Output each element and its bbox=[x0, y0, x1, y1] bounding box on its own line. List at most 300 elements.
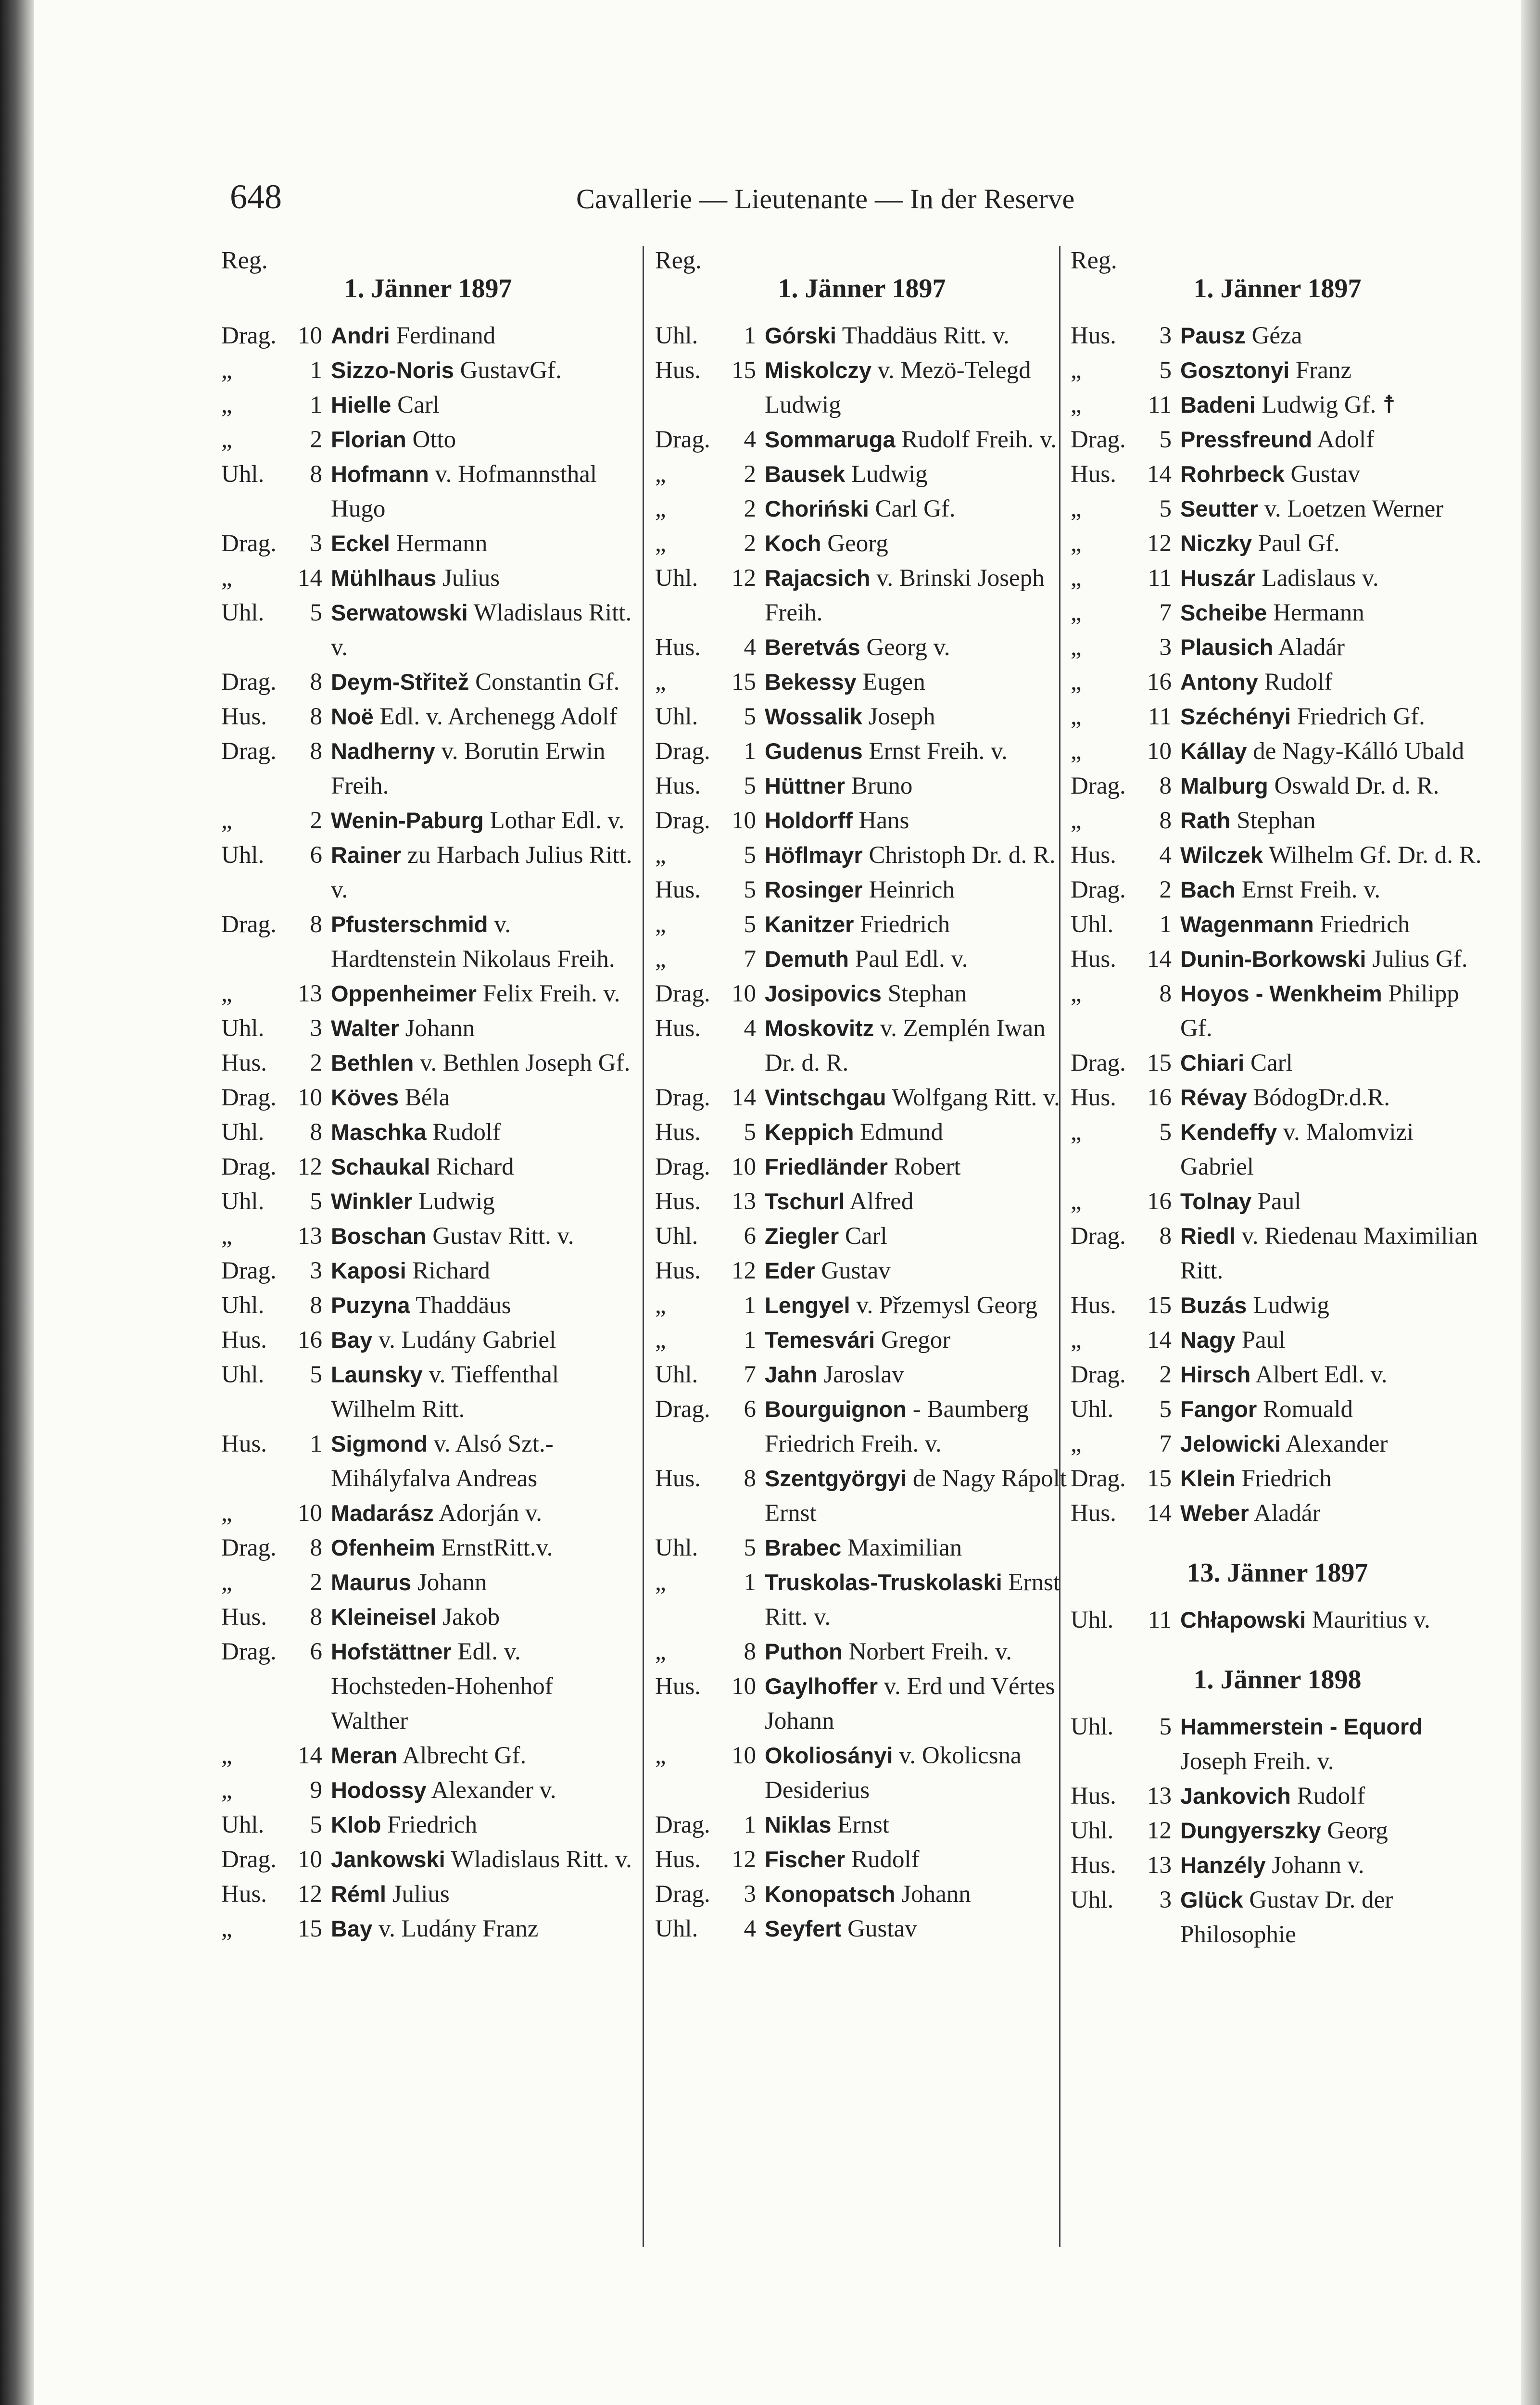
surname: Kállay bbox=[1180, 738, 1247, 764]
surname: Sigmond bbox=[331, 1431, 428, 1456]
officer-name bbox=[331, 838, 635, 907]
officer-name bbox=[765, 457, 1069, 492]
list-item bbox=[655, 1669, 1069, 1738]
regiment-number: 8 bbox=[1159, 1223, 1172, 1250]
surname: Dungyerszky bbox=[1180, 1818, 1321, 1843]
given-names: Robert bbox=[887, 1153, 961, 1180]
surname: Mühlhaus bbox=[331, 565, 437, 591]
list-item bbox=[221, 1808, 635, 1842]
regiment-type: Hus. bbox=[655, 1846, 701, 1873]
surname: Rath bbox=[1180, 808, 1231, 833]
surname: Wilczek bbox=[1180, 842, 1263, 868]
list-item bbox=[1071, 1323, 1484, 1357]
regiment-number: 8 bbox=[310, 911, 322, 938]
surname: Puzyna bbox=[331, 1292, 410, 1318]
officer-name bbox=[331, 561, 635, 595]
officer-name bbox=[331, 318, 635, 353]
list-item bbox=[221, 561, 635, 595]
surname: Launsky bbox=[331, 1362, 423, 1387]
list-item bbox=[655, 1323, 1069, 1357]
regiment-type: Drag. bbox=[1071, 1050, 1126, 1076]
list-item bbox=[1071, 734, 1484, 769]
given-names: Béla bbox=[399, 1084, 450, 1111]
given-names: Alexander v. bbox=[426, 1777, 556, 1804]
list-item bbox=[655, 353, 1069, 422]
surname: Kleineisel bbox=[331, 1604, 437, 1630]
regiment-type: Drag. bbox=[221, 530, 277, 557]
regiment-type: Drag. bbox=[1071, 1223, 1126, 1250]
regiment-type: Drag. bbox=[655, 1084, 710, 1111]
surname: Hofmann bbox=[331, 461, 429, 487]
given-names: Gregor bbox=[875, 1327, 951, 1354]
list-item bbox=[655, 1911, 1069, 1946]
officer-name bbox=[1180, 803, 1484, 838]
list-item bbox=[1071, 318, 1484, 353]
regiment-number: 2 bbox=[310, 1569, 322, 1596]
officer-name bbox=[765, 1565, 1069, 1634]
surname: Winkler bbox=[331, 1189, 413, 1214]
given-names: Ernst Freih. v. bbox=[1235, 876, 1381, 903]
surname: Jelowicki bbox=[1180, 1431, 1281, 1456]
surname: Choriński bbox=[765, 496, 869, 521]
officer-name bbox=[331, 1911, 635, 1946]
given-names: Heinrich bbox=[862, 876, 955, 903]
surname: Madarász bbox=[331, 1500, 434, 1526]
regiment-type: Drag. bbox=[1071, 1361, 1126, 1388]
given-names: Edmund bbox=[854, 1119, 943, 1146]
given-names: v. Ludány Franz bbox=[372, 1915, 539, 1942]
surname: Maurus bbox=[331, 1570, 412, 1595]
given-names: Rudolf bbox=[1258, 669, 1333, 696]
officer-name bbox=[1180, 838, 1484, 873]
section-header bbox=[1071, 1637, 1484, 1709]
regiment-number: 15 bbox=[732, 357, 756, 384]
given-names: v. Přzemysl Georg bbox=[850, 1292, 1038, 1319]
regiment-number: 4 bbox=[744, 426, 756, 453]
given-names: Ferdinand bbox=[390, 322, 496, 349]
regiment-number: 11 bbox=[1148, 1607, 1172, 1633]
officer-name bbox=[331, 976, 635, 1011]
given-names: Gustav bbox=[1284, 461, 1361, 488]
regiment-type: Drag. bbox=[655, 807, 710, 834]
regiment-number: 10 bbox=[1147, 738, 1172, 765]
officer-name bbox=[331, 1357, 635, 1427]
regiment-type: „ bbox=[221, 1500, 232, 1527]
list-item bbox=[1071, 769, 1484, 803]
list-item bbox=[655, 1738, 1069, 1808]
given-names: Géza bbox=[1245, 322, 1302, 349]
surname: Oppenheimer bbox=[331, 981, 477, 1006]
reg-label: Reg. bbox=[1071, 247, 1117, 274]
given-names: v. Okolicsna Desiderius bbox=[765, 1742, 1022, 1804]
regiment-number: 1 bbox=[310, 1430, 322, 1457]
regiment-type: „ bbox=[221, 1915, 232, 1942]
given-names: Ludwig bbox=[845, 461, 928, 488]
list-item bbox=[1071, 907, 1484, 942]
given-names: Ludwig Gf. ☨ bbox=[1255, 392, 1396, 418]
regiment-number: 6 bbox=[310, 842, 322, 869]
surname: Sizzo-Noris bbox=[331, 357, 454, 383]
list-item bbox=[655, 422, 1069, 457]
regiment-type: „ bbox=[655, 1569, 666, 1596]
column-3 bbox=[1071, 246, 1484, 1952]
surname: Gudenus bbox=[765, 738, 863, 764]
regiment-number: 13 bbox=[298, 980, 322, 1007]
regiment-type: „ bbox=[1071, 1430, 1082, 1457]
regiment-number: 5 bbox=[744, 842, 756, 869]
regiment-number: 14 bbox=[1147, 1500, 1172, 1527]
regiment-type: Uhl. bbox=[1071, 1396, 1114, 1423]
regiment-number: 1 bbox=[744, 1811, 756, 1838]
given-names: Rudolf bbox=[1290, 1783, 1365, 1810]
list-item bbox=[221, 1531, 635, 1565]
list-item bbox=[221, 1738, 635, 1773]
regiment-type: Hus. bbox=[221, 1327, 267, 1354]
officer-name bbox=[331, 526, 635, 561]
officer-name bbox=[1180, 1115, 1484, 1184]
list-item bbox=[221, 353, 635, 388]
officer-name bbox=[1180, 1184, 1484, 1219]
surname: Höflmayr bbox=[765, 842, 863, 868]
regiment-number: 16 bbox=[1147, 669, 1172, 696]
given-names: Stephan bbox=[1230, 807, 1316, 834]
regiment-number: 5 bbox=[744, 911, 756, 938]
regiment-number: 16 bbox=[1147, 1188, 1172, 1215]
officer-name bbox=[1180, 1323, 1484, 1357]
regiment-number: 7 bbox=[1159, 1430, 1172, 1457]
regiment-number: 12 bbox=[298, 1881, 322, 1908]
given-names: Wilhelm Gf. Dr. d. R. bbox=[1262, 842, 1482, 869]
given-names: v. Alsó Szt.-Mihályfalva Andreas bbox=[331, 1430, 554, 1492]
surname: Walter bbox=[331, 1015, 399, 1041]
officer-name bbox=[1180, 734, 1484, 769]
given-names: Jakob bbox=[436, 1604, 500, 1631]
officer-name bbox=[765, 1150, 1069, 1184]
list-item bbox=[221, 422, 635, 457]
regiment-type: „ bbox=[1071, 634, 1082, 661]
list-item bbox=[1071, 699, 1484, 734]
regiment-number: 6 bbox=[744, 1396, 756, 1423]
regiment-type: Hus. bbox=[221, 703, 267, 730]
given-names: v. Tieffenthal Wilhelm Ritt. bbox=[331, 1361, 559, 1423]
regiment-type: Uhl. bbox=[221, 1292, 265, 1319]
officer-name bbox=[1180, 1357, 1484, 1392]
regiment-type: Drag. bbox=[1071, 772, 1126, 799]
regiment-type: Uhl. bbox=[1071, 1713, 1114, 1740]
regiment-number: 3 bbox=[744, 1881, 756, 1908]
surname: Kendeffy bbox=[1180, 1119, 1277, 1145]
officer-name bbox=[765, 1461, 1069, 1531]
regiment-type: Uhl. bbox=[221, 599, 265, 626]
regiment-number: 7 bbox=[744, 946, 756, 973]
officer-name bbox=[765, 526, 1069, 561]
regiment-number: 13 bbox=[298, 1223, 322, 1250]
regiment-number: 13 bbox=[1147, 1852, 1172, 1879]
regiment-number: 4 bbox=[744, 1915, 756, 1942]
regiment-number: 5 bbox=[744, 1534, 756, 1561]
list-item bbox=[221, 1496, 635, 1531]
given-names: Friedrich bbox=[1235, 1465, 1332, 1492]
surname: Bekessy bbox=[765, 669, 857, 695]
surname: Jahn bbox=[765, 1362, 818, 1387]
regiment-number: 5 bbox=[310, 1361, 322, 1388]
list-item bbox=[221, 318, 635, 353]
regiment-type: Drag. bbox=[1071, 876, 1126, 903]
list-item bbox=[655, 1219, 1069, 1253]
list-item bbox=[1071, 1080, 1484, 1115]
officer-name bbox=[1180, 769, 1484, 803]
surname: Antony bbox=[1180, 669, 1258, 695]
officer-name bbox=[765, 803, 1069, 838]
regiment-number: 5 bbox=[1159, 495, 1172, 522]
given-names: Georg v. bbox=[860, 634, 950, 661]
regiment-type: Hus. bbox=[221, 1881, 267, 1908]
regiment-type: Drag. bbox=[221, 322, 277, 349]
given-names: Thaddäus bbox=[410, 1292, 511, 1319]
surname: Hanzély bbox=[1180, 1852, 1266, 1878]
surname: Wagenmann bbox=[1180, 911, 1314, 937]
list-item bbox=[655, 457, 1069, 492]
surname: Bay bbox=[331, 1916, 373, 1941]
surname: Truskolas-Truskolaski bbox=[765, 1570, 1002, 1595]
section-header bbox=[655, 246, 1069, 318]
surname: Riedl bbox=[1180, 1223, 1236, 1249]
list-item bbox=[1071, 838, 1484, 873]
regiment-number: 15 bbox=[298, 1915, 322, 1942]
list-item bbox=[655, 734, 1069, 769]
list-item bbox=[221, 803, 635, 838]
surname: Klein bbox=[1180, 1466, 1236, 1491]
regiment-number: 1 bbox=[1159, 911, 1172, 938]
regiment-number: 14 bbox=[298, 565, 322, 592]
officer-name bbox=[1180, 1392, 1484, 1427]
given-names: Carl bbox=[1244, 1050, 1293, 1076]
list-item bbox=[655, 318, 1069, 353]
surname: Köves bbox=[331, 1085, 399, 1110]
regiment-type: Uhl. bbox=[1071, 1886, 1114, 1913]
regiment-number: 7 bbox=[1159, 599, 1172, 626]
officer-name bbox=[1180, 976, 1484, 1046]
officer-name bbox=[1180, 595, 1484, 630]
officer-name bbox=[331, 1219, 635, 1253]
given-names: de Nagy Rápolt Ernst bbox=[765, 1465, 1067, 1527]
surname: Brabec bbox=[765, 1535, 842, 1560]
officer-name bbox=[1180, 1779, 1484, 1813]
officer-name bbox=[331, 1288, 635, 1323]
regiment-number: 10 bbox=[732, 1742, 756, 1769]
surname: Temesvári bbox=[765, 1327, 875, 1353]
given-names: v. Hofmannsthal Hugo bbox=[331, 461, 597, 522]
list-item bbox=[221, 1080, 635, 1115]
regiment-number: 12 bbox=[732, 565, 756, 592]
regiment-type: Uhl. bbox=[655, 703, 698, 730]
regiment-number: 5 bbox=[310, 1811, 322, 1838]
regiment-type: „ bbox=[655, 842, 666, 869]
surname: Hoyos - Wenkheim bbox=[1180, 981, 1382, 1006]
section-date: 1. Jänner 1897 bbox=[344, 274, 512, 304]
surname: Noë bbox=[331, 704, 374, 729]
list-item bbox=[221, 1842, 635, 1877]
given-names: Gustav Ritt. v. bbox=[426, 1223, 574, 1250]
surname: Lengyel bbox=[765, 1292, 850, 1318]
given-names: Carl bbox=[839, 1223, 887, 1250]
list-item bbox=[221, 699, 635, 734]
regiment-type: Hus. bbox=[655, 634, 701, 661]
regiment-type: Hus. bbox=[1071, 1852, 1116, 1879]
regiment-number: 3 bbox=[1159, 634, 1172, 661]
list-item bbox=[655, 699, 1069, 734]
officer-name bbox=[331, 1877, 635, 1911]
list-item bbox=[1071, 1046, 1484, 1080]
regiment-number: 13 bbox=[1147, 1783, 1172, 1810]
list-item bbox=[221, 907, 635, 976]
regiment-number: 14 bbox=[732, 1084, 756, 1111]
list-item bbox=[1071, 1219, 1484, 1288]
given-names: Alfred bbox=[845, 1188, 914, 1215]
regiment-number: 10 bbox=[732, 980, 756, 1007]
list-item bbox=[1071, 353, 1484, 388]
regiment-type: Hus. bbox=[655, 1015, 701, 1042]
given-names: Paul bbox=[1235, 1327, 1286, 1354]
surname: Okoliosányi bbox=[765, 1743, 893, 1768]
given-names: Ernst bbox=[831, 1811, 889, 1838]
list-item bbox=[1071, 561, 1484, 595]
binding-edge-shadow bbox=[0, 0, 34, 2405]
list-item bbox=[655, 1253, 1069, 1288]
list-item bbox=[655, 526, 1069, 561]
surname: Wossalik bbox=[765, 704, 862, 729]
regiment-number: 1 bbox=[310, 392, 322, 418]
section-header bbox=[1071, 1531, 1484, 1603]
surname: Pausz bbox=[1180, 323, 1246, 348]
given-names: v. Hardtenstein Nikolaus Freih. bbox=[331, 911, 615, 973]
list-item bbox=[221, 976, 635, 1011]
regiment-type: Drag. bbox=[221, 1153, 277, 1180]
regiment-number: 9 bbox=[310, 1777, 322, 1804]
regiment-type: Hus. bbox=[655, 1119, 701, 1146]
regiment-number: 10 bbox=[298, 1084, 322, 1111]
regiment-type: „ bbox=[655, 1638, 666, 1665]
surname: Tolnay bbox=[1180, 1189, 1251, 1214]
officer-name bbox=[331, 699, 635, 734]
regiment-type: Drag. bbox=[655, 1396, 710, 1423]
list-item bbox=[1071, 1709, 1484, 1779]
surname: Ofenheim bbox=[331, 1535, 435, 1560]
given-names: Otto bbox=[406, 426, 456, 453]
regiment-number: 5 bbox=[744, 703, 756, 730]
officer-name bbox=[765, 1808, 1069, 1842]
regiment-number: 8 bbox=[310, 461, 322, 488]
regiment-number: 14 bbox=[298, 1742, 322, 1769]
officer-name bbox=[765, 1738, 1069, 1808]
given-names: Thaddäus Ritt. v. bbox=[836, 322, 1010, 349]
regiment-number: 14 bbox=[1147, 946, 1172, 973]
regiment-type: „ bbox=[655, 911, 666, 938]
surname: Rainer bbox=[331, 842, 402, 868]
surname: Dunin-Borkowski bbox=[1180, 946, 1366, 972]
surname: Tschurl bbox=[765, 1189, 845, 1214]
officer-name bbox=[331, 1634, 635, 1738]
regiment-number: 10 bbox=[732, 1153, 756, 1180]
surname: Glück bbox=[1180, 1887, 1243, 1912]
list-item bbox=[655, 942, 1069, 976]
section-header bbox=[1071, 246, 1484, 318]
officer-name bbox=[765, 976, 1069, 1011]
given-names: Norbert Freih. v. bbox=[842, 1638, 1012, 1665]
list-item bbox=[1071, 630, 1484, 665]
surname: Klob bbox=[331, 1812, 381, 1837]
list-item bbox=[655, 1115, 1069, 1150]
list-item bbox=[221, 734, 635, 803]
list-item bbox=[1071, 1779, 1484, 1813]
given-names: Gustav bbox=[841, 1915, 917, 1942]
list-item bbox=[1071, 595, 1484, 630]
list-item bbox=[655, 1634, 1069, 1669]
list-item bbox=[1071, 1883, 1484, 1952]
list-item bbox=[655, 1808, 1069, 1842]
officer-name bbox=[331, 1496, 635, 1531]
given-names: Eugen bbox=[856, 669, 925, 696]
officer-name bbox=[331, 1427, 635, 1496]
regiment-number: 14 bbox=[1147, 461, 1172, 488]
surname: Chiari bbox=[1180, 1050, 1245, 1076]
list-item bbox=[221, 1600, 635, 1634]
section-date: 13. Jänner 1897 bbox=[1187, 1558, 1368, 1588]
regiment-type: „ bbox=[1071, 565, 1082, 592]
regiment-type: Hus. bbox=[1071, 1783, 1116, 1810]
given-names: Bruno bbox=[845, 772, 913, 799]
surname: Meran bbox=[331, 1743, 398, 1768]
regiment-type: „ bbox=[655, 946, 666, 973]
list-item bbox=[1071, 665, 1484, 699]
regiment-number: 12 bbox=[732, 1846, 756, 1873]
given-names: Rudolf Freih. v. bbox=[895, 426, 1057, 453]
officer-name bbox=[1180, 1603, 1484, 1637]
regiment-number: 2 bbox=[1159, 876, 1172, 903]
list-item bbox=[1071, 1496, 1484, 1531]
list-item bbox=[221, 1565, 635, 1600]
officer-name bbox=[765, 1080, 1069, 1115]
given-names: v. Ludány Gabriel bbox=[372, 1327, 556, 1354]
given-names: Wladislaus Ritt. v. bbox=[445, 1846, 632, 1873]
list-item bbox=[221, 1150, 635, 1184]
officer-name bbox=[765, 1634, 1069, 1669]
regiment-type: „ bbox=[221, 357, 232, 384]
surname: Jankovich bbox=[1180, 1783, 1291, 1809]
officer-name bbox=[1180, 457, 1484, 492]
officer-name bbox=[1180, 318, 1484, 353]
regiment-type: „ bbox=[655, 669, 666, 696]
given-names: v. Riedenau Maximilian Ritt. bbox=[1180, 1223, 1478, 1284]
section-date: 1. Jänner 1898 bbox=[1193, 1665, 1362, 1695]
list-item bbox=[221, 1253, 635, 1288]
regiment-type: Drag. bbox=[221, 738, 277, 765]
regiment-type: Drag. bbox=[221, 1534, 277, 1561]
surname: Moskovitz bbox=[765, 1015, 874, 1041]
given-names: Franz bbox=[1289, 357, 1352, 384]
regiment-type: Drag. bbox=[221, 1084, 277, 1111]
regiment-number: 5 bbox=[310, 1188, 322, 1215]
regiment-type: Uhl. bbox=[221, 1119, 265, 1146]
given-names: Ladislaus v. bbox=[1255, 565, 1379, 592]
running-head: Cavallerie — Lieutenante — In der Reserve bbox=[576, 183, 1075, 215]
regiment-type: Uhl. bbox=[1071, 1607, 1114, 1633]
list-item bbox=[221, 1773, 635, 1808]
surname: Niczky bbox=[1180, 531, 1252, 556]
regiment-number: 3 bbox=[1159, 1886, 1172, 1913]
regiment-type: „ bbox=[1071, 807, 1082, 834]
regiment-type: „ bbox=[221, 807, 232, 834]
